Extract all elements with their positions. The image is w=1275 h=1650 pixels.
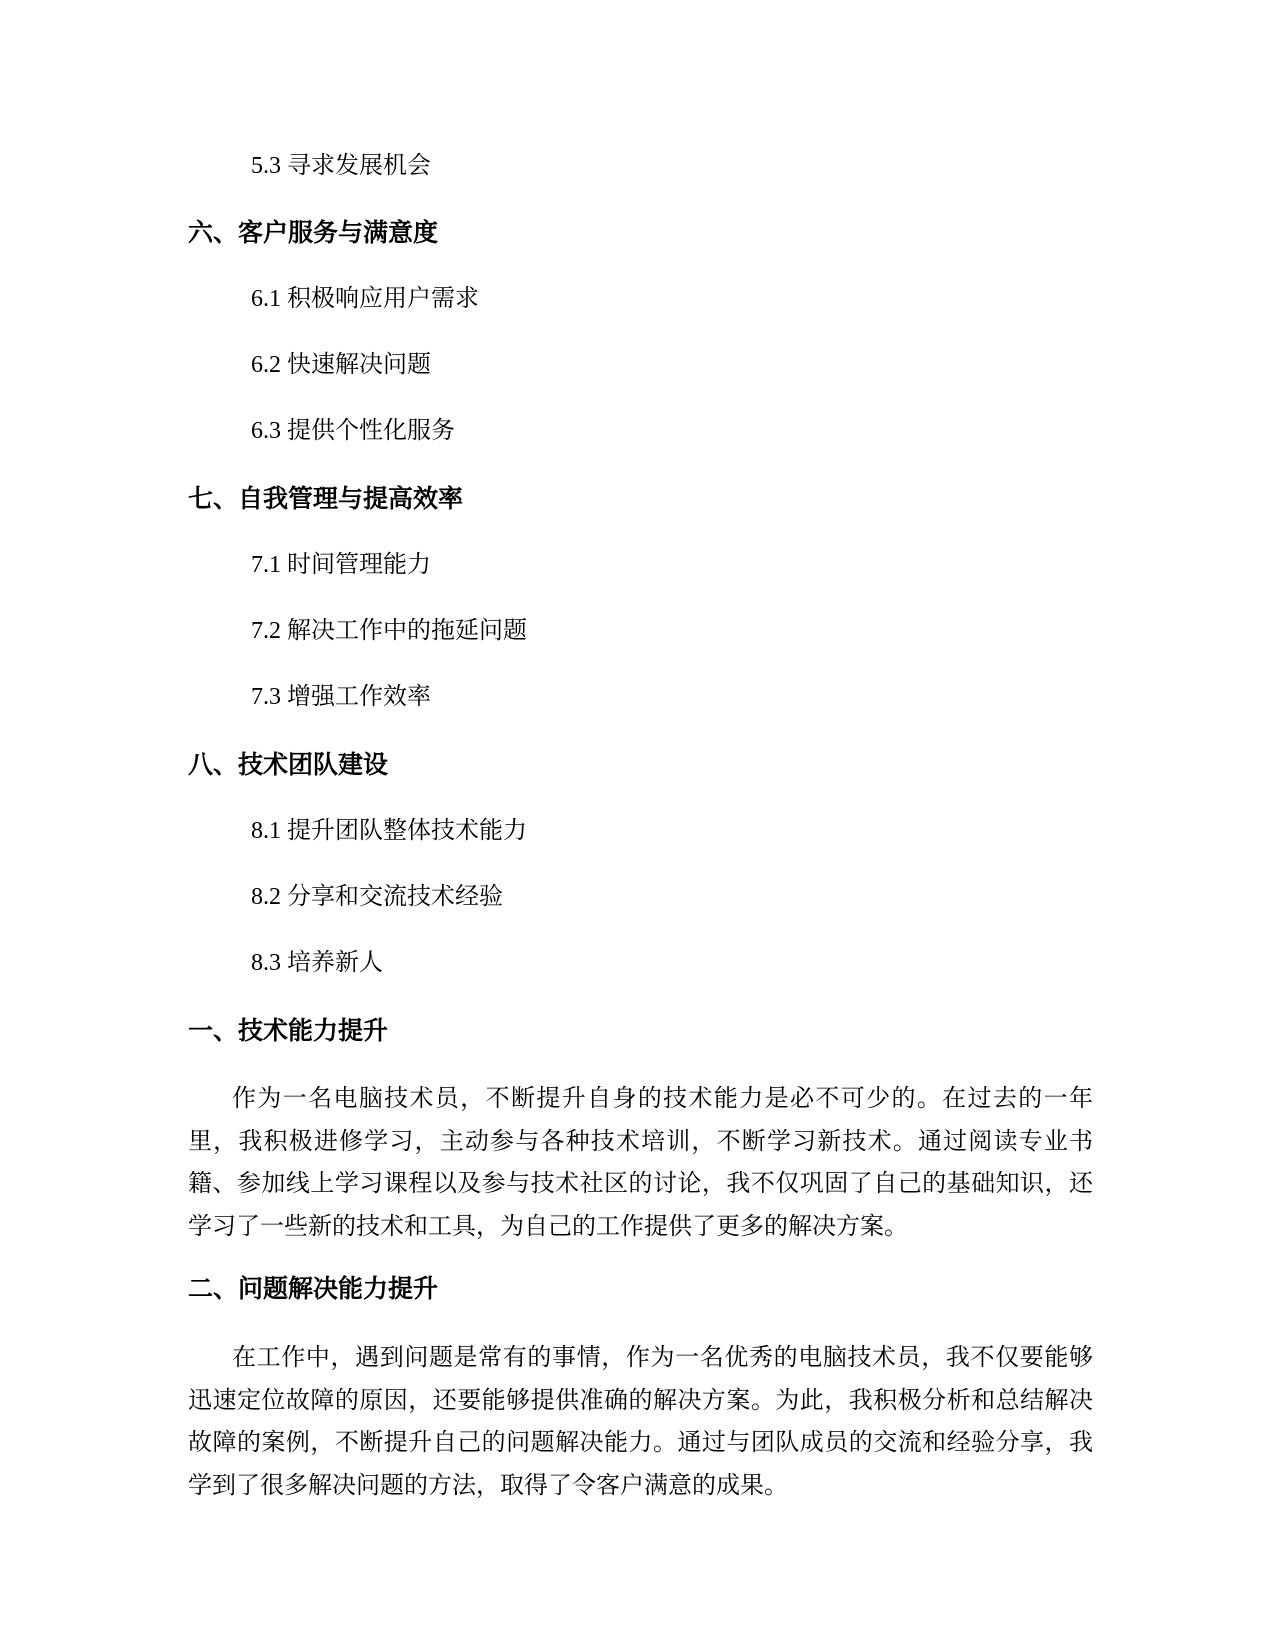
paragraph-problem-solving: 在工作中，遇到问题是常有的事情，作为一名优秀的电脑技术员，我不仅要能够迅速定位故障的原因，还要能够提供准确的解决方案。为此，我积极分析和总结解决故障的案例，不断提升自己的问题解决能力。通过与团队成员的交流和经验分享，我学到了很多解决问题的方法，取得了令客户满意的成果。 xyxy=(188,1345,1093,1499)
subsection-6-1: 6.1 积极响应用户需求 xyxy=(251,286,479,312)
heading-section-1: 一、技术能力提升 xyxy=(188,1016,389,1045)
subsection-8-1: 8.1 提升团队整体技术能力 xyxy=(251,818,527,844)
heading-section-2: 二、问题解决能力提升 xyxy=(188,1274,439,1303)
paragraph-technical-skills: 作为一名电脑技术员，不断提升自身的技术能力是必不可少的。在过去的一年里，我积极进修学习，主动参与各种技术培训，不断学习新技术。通过阅读专业书籍、参加线上学习课程以及参与技术社区的讨论，我不仅巩固了自己的基础知识，还学习了一些新的技术和工具，为自己的工作提供了更多的解决方案。 xyxy=(188,1086,1093,1240)
subsection-7-1: 7.1 时间管理能力 xyxy=(251,552,431,578)
subsection-5-3: 5.3 寻求发展机会 xyxy=(251,153,431,179)
subsection-7-2: 7.2 解决工作中的拖延问题 xyxy=(251,618,527,644)
heading-section-7: 七、自我管理与提高效率 xyxy=(188,484,464,513)
subsection-6-2: 6.2 快速解决问题 xyxy=(251,352,431,378)
subsection-7-3: 7.3 增强工作效率 xyxy=(251,684,431,710)
heading-section-6: 六、客户服务与满意度 xyxy=(188,218,439,247)
heading-section-8: 八、技术团队建设 xyxy=(188,750,389,779)
subsection-8-3: 8.3 培养新人 xyxy=(251,950,383,976)
subsection-8-2: 8.2 分享和交流技术经验 xyxy=(251,884,503,910)
subsection-6-3: 6.3 提供个性化服务 xyxy=(251,418,455,444)
